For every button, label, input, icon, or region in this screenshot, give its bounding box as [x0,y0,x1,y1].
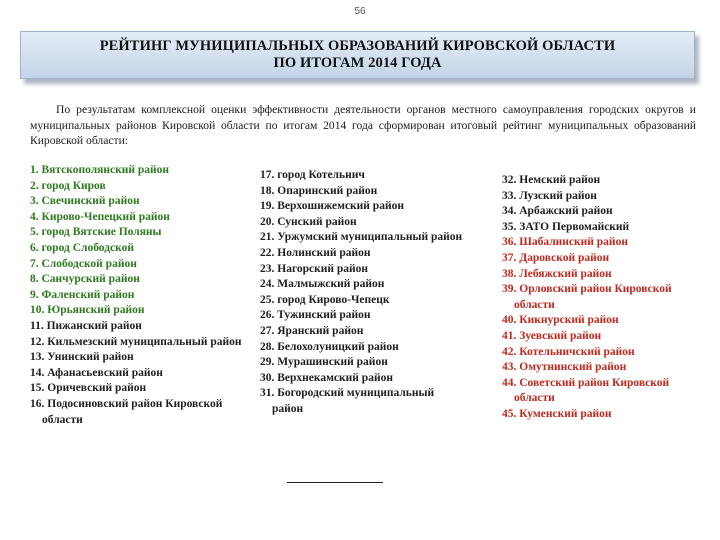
ranking-item: 32. Немский район [502,174,601,186]
ranking-item: 12. Кильмезский муниципальный район [30,335,242,348]
ranking-item: 3. Свечинский район [30,195,140,208]
ranking-item: 25. город Кирово-Чепецк [260,293,390,306]
ranking-item: 38. Лебяжский район [502,267,612,280]
ranking-item: 4. Кирово-Чепецкий район [30,210,170,223]
ranking-item: 14. Афанасьевский район [30,366,163,379]
title-banner [20,31,695,79]
ranking-item: 7. Слободской район [30,257,137,270]
ranking-item: 40. Кикнурский район [502,314,619,327]
ranking-item: 6. город Слободской [30,241,134,254]
ranking-item: 23. Нагорский район [260,262,369,275]
ranking-column-1 [30,163,255,428]
ranking-item: 36. Шабалинский район [502,236,628,249]
ranking-item: 27. Яранский район [260,324,364,337]
ranking-item: 33. Лузский район [502,189,597,202]
ranking-item: 42. Котельничский район [502,345,635,358]
ranking-item: 37. Даровской район [502,251,610,264]
ranking-item: 35. ЗАТО Первомайский [502,220,630,233]
separator-line [287,482,383,483]
ranking-column-2 [260,168,465,418]
ranking-item: 30. Верхнекамский район [260,371,393,384]
ranking-item: 19. Верхошижемский район [260,200,404,213]
ranking-item: 9. Фаленский район [30,288,135,301]
ranking-item: 17. город Котельнич [260,169,365,181]
ranking-item: 8. Санчурский район [30,273,140,286]
ranking-item: 29. Мурашинский район [260,356,388,369]
page-number: 56 [354,6,366,17]
ranking-item: 26. Тужинский район [260,309,371,322]
ranking-item: 18. Опаринский район [260,184,378,197]
ranking-column-3 [502,173,702,423]
ranking-item: 21. Уржумский муниципальный район [260,231,463,244]
ranking-item: 11. Пижанский район [30,319,142,332]
ranking-item: 15. Оричевский район [30,382,147,395]
ranking-item: 28. Белохолуницкий район [260,340,399,353]
ranking-item: 10. Юрьянский район [30,304,145,317]
ranking-item: 34. Арбажский район [502,205,613,218]
ranking-item: 2. город Киров [30,179,106,192]
ranking-item: 44. Советский район Кировской области [502,376,670,405]
ranking-item: 39. Орловский район Кировской области [502,283,672,311]
ranking-item: 24. Малмыжский район [260,278,385,291]
ranking-item: 1. Вятскополянский район [30,164,170,176]
ranking-item: 22. Нолинский район [260,246,371,259]
ranking-item: 45. Куменский район [502,407,612,420]
title-line-2: ПО ИТОГАМ 2014 ГОДА [273,55,442,71]
ranking-item: 20. Сунский район [260,215,357,228]
ranking-item: 5. город Вятские Поляны [30,226,162,239]
ranking-item: 13. Унинский район [30,351,134,364]
title-line-1: РЕЙТИНГ МУНИЦИПАЛЬНЫХ ОБРАЗОВАНИЙ КИРОВСКОЙ ОБЛАСТИ [99,38,616,54]
ranking-item: 43. Омутнинский район [502,361,627,374]
ranking-item: 16. Подосиновский район Кировской области [30,397,223,426]
ranking-item: 41. Зуевский район [502,329,602,342]
intro-paragraph: По результатам комплексной оценки эффективности деятельности органов местного самоуправления городских округов и муниципальных районов Кировской области по итогам 2014 года сформирован итоговый рейтинг муниципальных образований Кировской области: [30,103,696,147]
ranking-item: 31. Богородский муниципальный район [260,387,435,415]
